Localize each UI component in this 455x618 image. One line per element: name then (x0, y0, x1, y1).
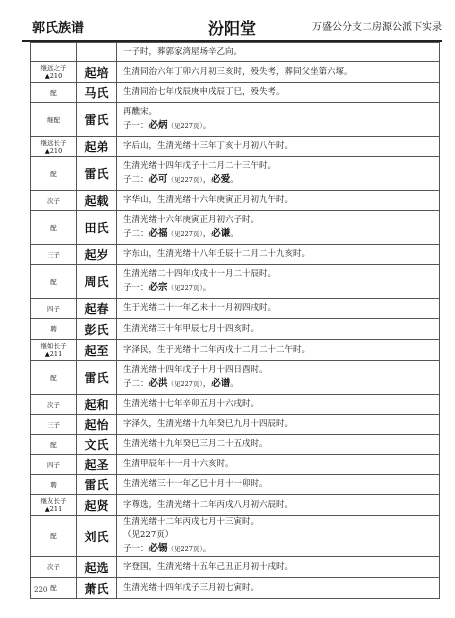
relation-cell (31, 435, 77, 455)
relation-label: 继友长子 (40, 497, 67, 505)
page-reference: ▲211 (44, 505, 63, 513)
record-cell (117, 103, 440, 137)
children-label: 子一： (123, 544, 149, 554)
relation-cell (31, 495, 77, 516)
person-name: 周氏 (77, 265, 117, 299)
children-label: 子二： (123, 175, 149, 185)
table-row (31, 299, 440, 319)
person-name: 雷氏 (77, 103, 117, 137)
punctuation: 。 (202, 121, 212, 131)
record-line (123, 302, 439, 315)
record-text: 生清光绪十四年戊子十月十四日酉时。 (123, 365, 268, 375)
relation-cell (31, 557, 77, 578)
person-name: 起怡 (77, 415, 117, 435)
record-cell (117, 211, 440, 245)
record-cell (117, 435, 440, 455)
table-row (31, 495, 440, 516)
record-cell (117, 62, 440, 83)
relation-cell (31, 395, 77, 415)
record-line (123, 582, 439, 595)
record-line (123, 516, 439, 529)
record-line (123, 377, 439, 391)
table-row (31, 157, 440, 191)
record-text: 字泽民，生于光绪十二年丙戌十二月二十二午时。 (123, 344, 311, 355)
record-cell (117, 157, 440, 191)
relation-cell (31, 83, 77, 103)
relation-label: 继配 (47, 115, 60, 124)
children-label: 子二： (123, 379, 149, 389)
record-text: 字泽久，生清光绪十九年癸巳九月十四辰时。 (123, 419, 294, 429)
relation-cell (31, 43, 77, 62)
person-name: 起春 (77, 299, 117, 319)
relation-cell (31, 319, 77, 340)
person-name: 田氏 (77, 211, 117, 245)
relation-label: 聘 (50, 480, 57, 489)
relation-label: 四子 (47, 460, 60, 469)
record-cell (117, 43, 440, 62)
record-line (123, 478, 439, 491)
record-cell (117, 340, 440, 361)
person-name: 起至 (77, 340, 117, 361)
record-line (123, 46, 439, 59)
table-row (31, 578, 440, 599)
record-line (123, 542, 439, 556)
person-name: 起岁 (77, 245, 117, 265)
punctuation: 。 (202, 283, 212, 293)
record-text: 生于光绪二十一年乙未十一月初四戌时。 (123, 303, 277, 313)
punctuation: 。 (202, 544, 212, 554)
record-line (123, 458, 439, 471)
record-line (123, 86, 439, 99)
record-cell (117, 319, 440, 340)
record-text: 字华山，生清光绪十六年庚寅正月初九午时。 (123, 195, 294, 205)
punctuation: 。 (230, 379, 239, 389)
relation-label: 配 (50, 277, 57, 286)
record-cell (117, 495, 440, 516)
record-text: 一子时，葬郭家湾屋场辛乙向。 (123, 46, 243, 57)
person-name: 起弟 (77, 137, 117, 157)
record-text: 生清光绪十七年辛卯五月十六戌时。 (123, 399, 260, 409)
record-line (123, 268, 439, 281)
record-line (123, 140, 439, 153)
record-text: 生清光绪三十年甲辰七月十四亥时。 (123, 323, 260, 334)
record-cell (117, 415, 440, 435)
record-line (123, 173, 439, 187)
relation-label: 次子 (47, 563, 60, 571)
page-number: 220 (34, 586, 48, 594)
table-row (31, 265, 440, 299)
relation-label: 配 (50, 373, 57, 382)
table-row (31, 319, 440, 340)
child-name: 必洪 (148, 378, 168, 389)
record-line (123, 214, 439, 227)
record-line (123, 227, 439, 241)
relation-cell (31, 211, 77, 245)
record-cell (117, 361, 440, 395)
record-text: 生清甲辰年十一月十六亥时。 (123, 459, 234, 469)
record-line (123, 323, 439, 336)
relation-label: 配 (50, 88, 57, 97)
record-text: 生清光绪十四年戊子十二月二十三午时。 (123, 161, 277, 171)
record-line (123, 119, 439, 133)
page-reference: （见227页） (167, 284, 203, 292)
table-row (31, 211, 440, 245)
header-hall-name: 汾阳堂 (207, 19, 256, 38)
table-row (31, 557, 440, 578)
record-text: （见227页） (123, 530, 174, 540)
table-row (31, 340, 440, 361)
relation-cell (31, 340, 77, 361)
children-label: 子一： (123, 121, 149, 131)
child-name: 必谦 (211, 228, 231, 239)
record-text: 再醮宋。 (123, 107, 158, 117)
record-line (123, 438, 439, 451)
child-name: 必锡 (148, 543, 168, 554)
relation-cell (31, 361, 77, 395)
record-line (123, 418, 439, 431)
record-cell (117, 299, 440, 319)
record-line (123, 364, 439, 377)
table-row (31, 415, 440, 435)
table-row (31, 137, 440, 157)
record-cell (117, 395, 440, 415)
record-text: 字后山，生清光绪十三年丁亥十月初八午时。 (123, 141, 294, 151)
person-name: 雷氏 (77, 475, 117, 495)
table-row (31, 103, 440, 137)
record-line (123, 248, 439, 261)
record-text: 生清光绪十四年戊子三月初七寅时。 (123, 582, 260, 593)
children-label: 子一： (123, 283, 149, 293)
relation-cell (31, 245, 77, 265)
page-reference: （见227页） (167, 380, 203, 388)
relation-cell (31, 299, 77, 319)
page-header (22, 14, 442, 38)
person-name: 雷氏 (77, 361, 117, 395)
person-name: 起载 (77, 191, 117, 211)
person-name (77, 43, 117, 62)
record-line (123, 561, 439, 574)
person-name: 起选 (77, 557, 117, 578)
relation-label: 聘 (50, 325, 57, 333)
relation-cell (31, 62, 77, 83)
person-name: 雷氏 (77, 157, 117, 191)
page-reference: （见227页） (167, 122, 203, 130)
record-cell (117, 83, 440, 103)
record-text: 生清光绪十九年癸巳三月二十五戌时。 (123, 439, 268, 449)
record-line (123, 529, 439, 542)
table-row (31, 395, 440, 415)
relation-cell (31, 157, 77, 191)
relation-cell (31, 191, 77, 211)
child-name: 必福 (148, 228, 168, 239)
person-name: 起培 (77, 62, 117, 83)
person-name: 马氏 (77, 83, 117, 103)
person-name: 萧氏 (77, 578, 117, 599)
record-cell (117, 265, 440, 299)
relation-label: 次子 (47, 400, 60, 409)
child-name: 必爱 (211, 174, 231, 185)
page-reference: ▲210 (44, 72, 63, 80)
page-reference: ▲210 (44, 146, 63, 155)
record-cell (117, 516, 440, 557)
table-row (31, 455, 440, 475)
record-cell (117, 455, 440, 475)
punctuation: 。 (230, 229, 239, 239)
table-row (31, 361, 440, 395)
child-name: 必可 (148, 174, 168, 185)
relation-cell (31, 137, 77, 157)
relation-label: 配 (50, 584, 57, 592)
record-text: 字登国，生清光绪十五年己丑正月初十戌时。 (123, 561, 294, 572)
child-name: 必宗 (148, 282, 168, 293)
record-cell (117, 557, 440, 578)
page-reference: （见227页） (167, 545, 203, 553)
record-text: 生清光绪十六年庚寅正月初六子时。 (123, 215, 260, 225)
relation-label: 配 (50, 223, 57, 232)
punctuation: ， (202, 379, 212, 389)
person-name: 起贤 (77, 495, 117, 516)
record-text: 生清光绪三十一年乙巳十月十一卯时。 (123, 479, 268, 489)
punctuation: ， (202, 175, 212, 185)
page-reference: （见227页） (167, 176, 203, 184)
relation-label: 配 (50, 532, 57, 540)
record-line (123, 281, 439, 295)
relation-label: 继远之子 (40, 64, 67, 72)
record-cell (117, 191, 440, 211)
relation-label: 三子 (47, 250, 60, 259)
record-text: 生清同治七年戊辰庚申戌辰丁巳，殁失考。 (123, 87, 285, 97)
header-section-title: 万盛公分支二房源公派下实录 (312, 22, 442, 33)
relation-label: 配 (50, 169, 57, 178)
table-row (31, 435, 440, 455)
relation-label: 次子 (47, 196, 60, 205)
record-line (123, 344, 439, 357)
table-row (31, 62, 440, 83)
person-name: 文氏 (77, 435, 117, 455)
record-text: 生清光绪二十四年戊戌十一月二十辰时。 (123, 269, 277, 279)
page-reference: （见227页） (167, 230, 203, 238)
record-line (123, 106, 439, 119)
table-row (31, 83, 440, 103)
table-row (31, 245, 440, 265)
table-row (31, 516, 440, 557)
record-line (123, 194, 439, 207)
record-cell (117, 137, 440, 157)
record-text: 生清同治六年丁卯六月初三亥时，殁失考，葬同父坐第六塚。 (123, 66, 353, 77)
child-name: 必炳 (148, 120, 168, 131)
relation-cell (31, 516, 77, 557)
children-label: 子二： (123, 229, 149, 239)
table-row (31, 475, 440, 495)
record-cell (117, 245, 440, 265)
header-book-title: 郭氏族谱 (32, 21, 85, 36)
record-line (123, 398, 439, 411)
relation-cell (31, 475, 77, 495)
genealogy-table (30, 42, 440, 599)
relation-label: 配 (50, 440, 57, 449)
record-line (123, 66, 439, 79)
person-name: 刘氏 (77, 516, 117, 557)
record-cell (117, 475, 440, 495)
relation-cell (31, 265, 77, 299)
table-row (31, 43, 440, 62)
record-text: 字尊选，生清光绪十二年丙戌八月初六辰时。 (123, 499, 294, 510)
punctuation: ， (202, 229, 212, 239)
relation-label: 继如长子 (40, 342, 67, 350)
table-row (31, 191, 440, 211)
relation-label: 四子 (47, 304, 60, 313)
relation-label: 继远长子 (40, 138, 67, 147)
record-text: 字东山，生清光绪十八年壬辰十二月二十九亥时。 (123, 249, 311, 259)
record-text: 生清光绪十二年丙戌七月十三寅时。 (123, 517, 260, 527)
person-name: 起圣 (77, 455, 117, 475)
punctuation: 。 (230, 175, 239, 185)
record-line (123, 499, 439, 512)
page-reference: ▲211 (44, 350, 63, 358)
record-cell (117, 578, 440, 599)
child-name: 必谱 (211, 378, 231, 389)
record-line (123, 160, 439, 173)
person-name: 起和 (77, 395, 117, 415)
person-name: 彭氏 (77, 319, 117, 340)
relation-cell (31, 103, 77, 137)
relation-cell (31, 455, 77, 475)
relation-label: 三子 (47, 420, 60, 429)
relation-cell (31, 415, 77, 435)
